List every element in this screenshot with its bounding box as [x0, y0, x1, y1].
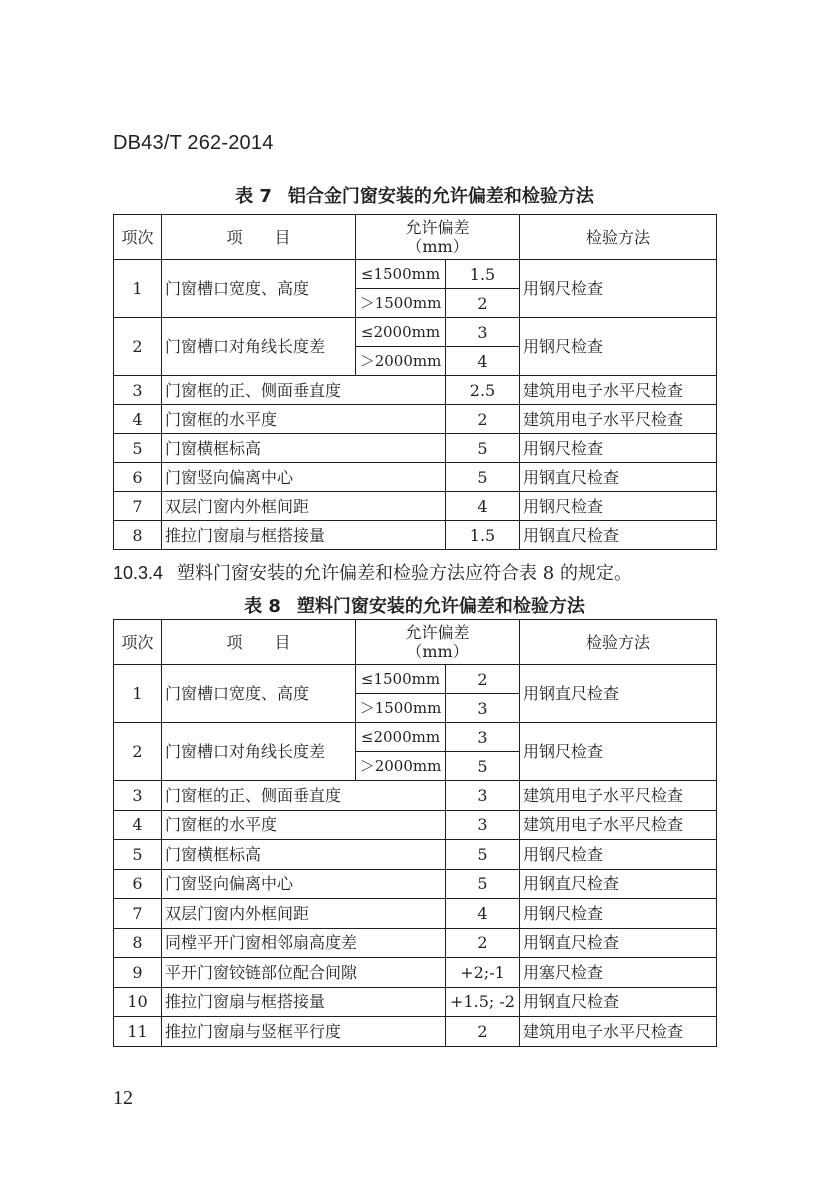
row-method: 用钢尺检查 [520, 492, 717, 521]
header-row [114, 215, 717, 260]
row-item: 门窗槽口对角线长度差 [162, 723, 356, 781]
row-item: 门窗竖向偏离中心 [162, 463, 446, 492]
table8-number: 表 8 [244, 596, 281, 617]
row-item: 门窗槽口宽度、高度 [162, 665, 356, 723]
row-method: 用钢尺检查 [520, 899, 717, 929]
row-item: 推拉门窗扇与竖框平行度 [162, 1017, 446, 1047]
row-item: 门窗框的水平度 [162, 810, 446, 840]
row-method: 建筑用电子水平尺检查 [520, 1017, 717, 1047]
row-number: 10 [114, 987, 162, 1017]
header-index: 项次 [114, 620, 162, 665]
row-method: 建筑用电子水平尺检查 [520, 781, 717, 811]
row-item: 门窗框的水平度 [162, 405, 446, 434]
row-value: 3 [446, 694, 520, 723]
row-method: 用塞尺检查 [520, 958, 717, 988]
row-number: 7 [114, 492, 162, 521]
table-row [114, 869, 717, 899]
table7-title: 铝合金门窗安装的允许偏差和检验方法 [287, 186, 594, 207]
row-item: 门窗槽口宽度、高度 [162, 260, 356, 318]
row-method: 用钢直尺检查 [520, 869, 717, 899]
row-method: 用钢直尺检查 [520, 928, 717, 958]
header-tolerance [356, 215, 520, 260]
clause-10-3-4 [113, 559, 632, 585]
table-row [114, 260, 717, 289]
clause-number: 10.3.4 [113, 563, 164, 583]
row-value: +1.5; -2 [446, 987, 520, 1017]
row-number: 11 [114, 1017, 162, 1047]
row-number: 6 [114, 869, 162, 899]
row-value: 2.5 [446, 376, 520, 405]
row-item: 门窗横框标高 [162, 840, 446, 870]
row-number: 4 [114, 810, 162, 840]
row-item: 平开门窗铰链部位配合间隙 [162, 958, 446, 988]
row-value: 1.5 [446, 260, 520, 289]
row-number: 3 [114, 376, 162, 405]
row-value: 3 [446, 781, 520, 811]
row-method: 用钢尺检查 [520, 840, 717, 870]
table-row [114, 492, 717, 521]
row-item: 门窗竖向偏离中心 [162, 869, 446, 899]
row-condition: ≤2000mm [356, 318, 446, 347]
row-item: 门窗框的正、侧面垂直度 [162, 376, 446, 405]
row-method: 用钢直尺检查 [520, 987, 717, 1017]
row-number: 3 [114, 781, 162, 811]
table8 [113, 619, 717, 1047]
row-item: 推拉门窗扇与框搭接量 [162, 521, 446, 550]
row-value: 3 [446, 723, 520, 752]
table-row [114, 521, 717, 550]
row-number: 7 [114, 899, 162, 929]
table-row [114, 434, 717, 463]
row-method: 用钢直尺检查 [520, 463, 717, 492]
row-number: 2 [114, 318, 162, 376]
row-number: 4 [114, 405, 162, 434]
row-condition: ≤1500mm [356, 260, 446, 289]
row-number: 6 [114, 463, 162, 492]
row-condition: ＞2000mm [356, 347, 446, 376]
row-method: 用钢直尺检查 [520, 521, 717, 550]
table-row [114, 928, 717, 958]
row-item: 双层门窗内外框间距 [162, 899, 446, 929]
row-number: 2 [114, 723, 162, 781]
header-tolerance-unit: （mm） [406, 237, 469, 256]
table-row [114, 318, 717, 347]
header-tolerance-label: 允许偏差 [405, 623, 470, 642]
table-row [114, 405, 717, 434]
row-value: 5 [446, 752, 520, 781]
table-row [114, 1017, 717, 1047]
table-row [114, 376, 717, 405]
row-method: 建筑用电子水平尺检查 [520, 405, 717, 434]
row-number: 5 [114, 840, 162, 870]
table7-caption [113, 182, 716, 208]
row-value: +2;-1 [446, 958, 520, 988]
header-method: 检验方法 [520, 215, 717, 260]
table-row [114, 899, 717, 929]
row-method: 建筑用电子水平尺检查 [520, 376, 717, 405]
row-number: 5 [114, 434, 162, 463]
row-value: 2 [446, 1017, 520, 1047]
header-item: 项 目 [162, 215, 356, 260]
row-condition: ≤2000mm [356, 723, 446, 752]
row-value: 4 [446, 492, 520, 521]
table-row [114, 665, 717, 694]
table-row [114, 810, 717, 840]
document-code: DB43/T 262-2014 [113, 132, 274, 154]
row-value: 2 [446, 289, 520, 318]
header-tolerance [356, 620, 520, 665]
row-condition: ＞2000mm [356, 752, 446, 781]
row-number: 8 [114, 928, 162, 958]
row-value: 1.5 [446, 521, 520, 550]
table-row [114, 987, 717, 1017]
row-value: 5 [446, 463, 520, 492]
row-number: 8 [114, 521, 162, 550]
row-method: 用钢直尺检查 [520, 665, 717, 723]
row-item: 双层门窗内外框间距 [162, 492, 446, 521]
row-method: 建筑用电子水平尺检查 [520, 810, 717, 840]
row-value: 5 [446, 869, 520, 899]
row-value: 5 [446, 840, 520, 870]
table-row [114, 958, 717, 988]
table-row [114, 840, 717, 870]
table7 [113, 214, 717, 550]
row-value: 2 [446, 928, 520, 958]
header-method: 检验方法 [520, 620, 717, 665]
row-value: 2 [446, 665, 520, 694]
table-row [114, 723, 717, 752]
row-item: 门窗框的正、侧面垂直度 [162, 781, 446, 811]
row-item: 门窗槽口对角线长度差 [162, 318, 356, 376]
row-method: 用钢尺检查 [520, 723, 717, 781]
row-condition: ＞1500mm [356, 694, 446, 723]
row-value: 4 [446, 899, 520, 929]
row-value: 2 [446, 405, 520, 434]
row-item: 推拉门窗扇与框搭接量 [162, 987, 446, 1017]
row-number: 1 [114, 665, 162, 723]
row-method: 用钢尺检查 [520, 318, 717, 376]
page-number: 12 [113, 1087, 133, 1109]
row-number: 9 [114, 958, 162, 988]
row-condition: ＞1500mm [356, 289, 446, 318]
row-condition: ≤1500mm [356, 665, 446, 694]
header-row [114, 620, 717, 665]
table7-number: 表 7 [235, 186, 272, 207]
row-number: 1 [114, 260, 162, 318]
table-row [114, 463, 717, 492]
row-value: 3 [446, 318, 520, 347]
table8-caption [113, 592, 716, 618]
table8-title: 塑料门窗安装的允许偏差和检验方法 [296, 596, 585, 617]
row-item: 同樘平开门窗相邻扇高度差 [162, 928, 446, 958]
row-value: 4 [446, 347, 520, 376]
header-index: 项次 [114, 215, 162, 260]
row-value: 3 [446, 810, 520, 840]
clause-text: 塑料门窗安装的允许偏差和检验方法应符合表 8 的规定。 [177, 563, 632, 584]
header-item: 项 目 [162, 620, 356, 665]
row-item: 门窗横框标高 [162, 434, 446, 463]
header-tolerance-unit: （mm） [406, 642, 469, 661]
row-method: 用钢尺检查 [520, 260, 717, 318]
row-value: 5 [446, 434, 520, 463]
header-tolerance-label: 允许偏差 [405, 218, 470, 237]
row-method: 用钢尺检查 [520, 434, 717, 463]
table-row [114, 781, 717, 811]
